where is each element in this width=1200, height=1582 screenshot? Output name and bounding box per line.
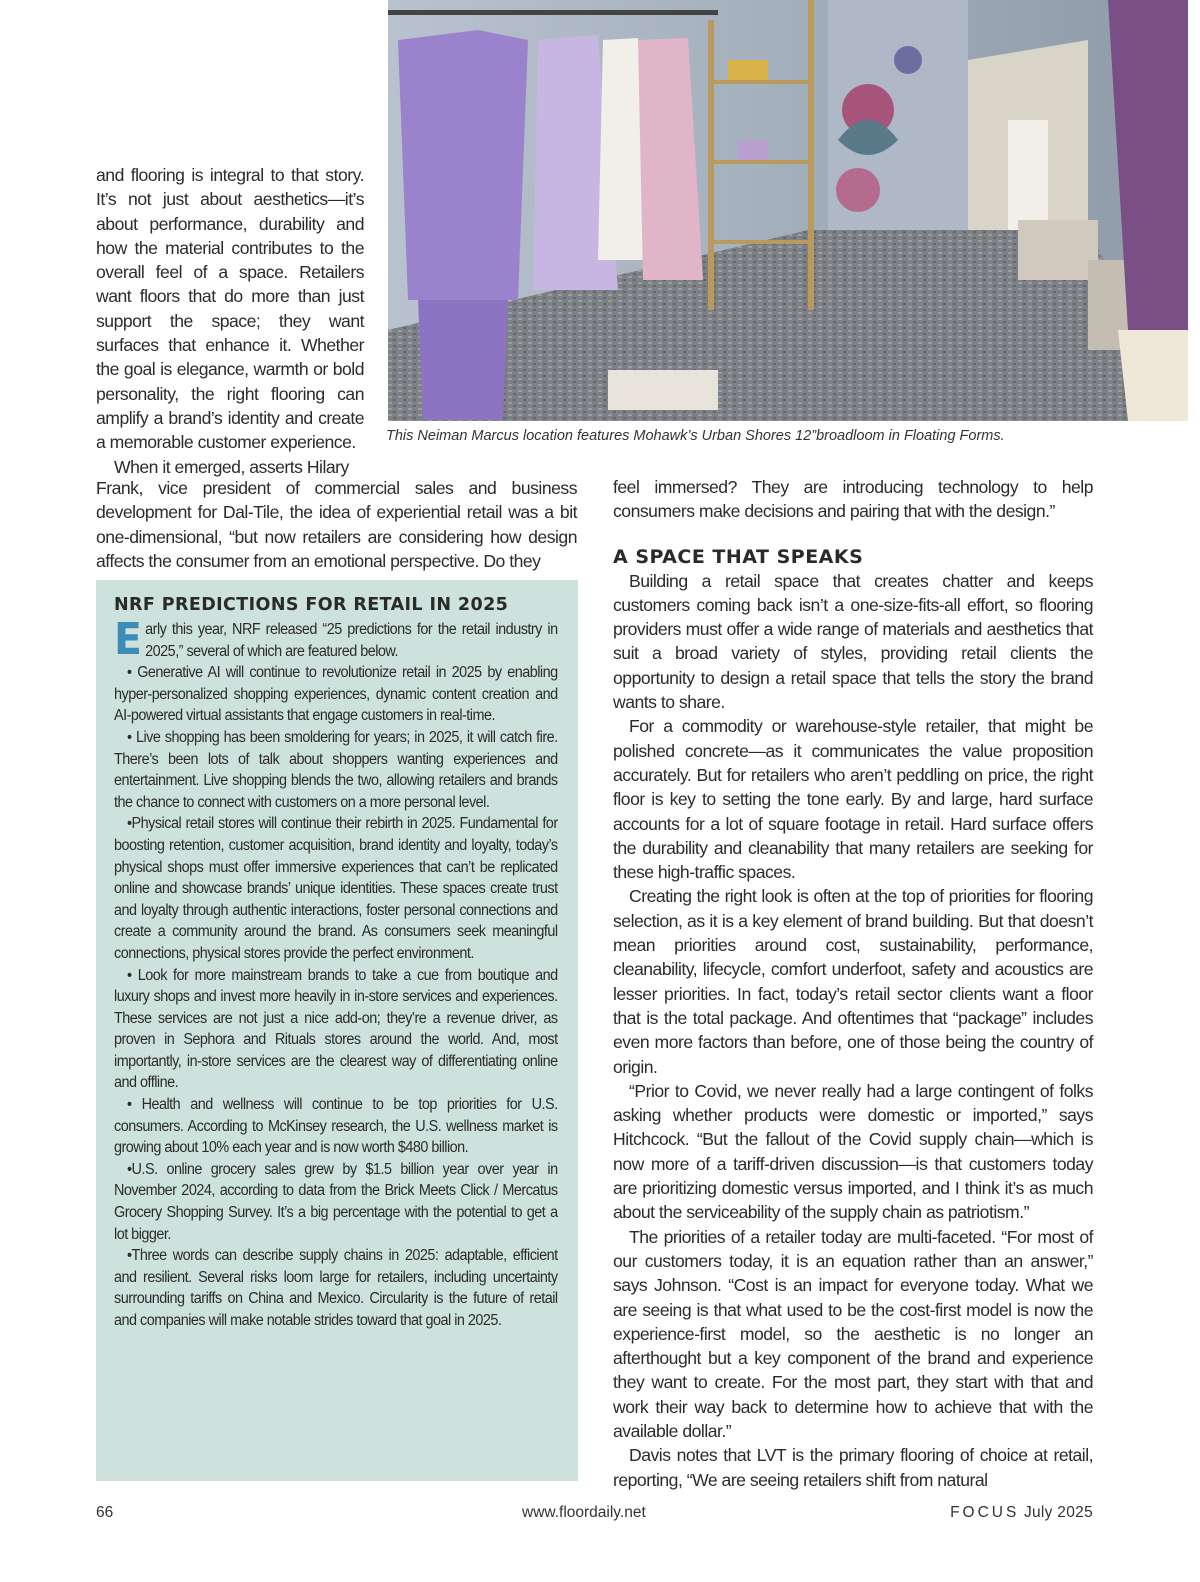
section-heading: A SPACE THAT SPEAKS bbox=[613, 545, 864, 568]
magazine-issue bbox=[950, 1504, 1093, 1522]
drop-cap: E bbox=[114, 614, 142, 665]
right-column bbox=[613, 475, 1093, 1492]
sidebar-bullet: •Physical retail stores will continue their rebirth in 2025. Fundamental for boosting retention, customer acquisition, brand identity and loyalty, today’s physical shops must offer immersive experiences that can’t be replicated online and showcase brands’ unique identities. These spaces create trust and loyalty through authentic interactions, foster personal connections and create a community around the brand. As consumers seek meaningful connections, physical stores provide the perfect environment. bbox=[114, 815, 558, 962]
page-number: 66 bbox=[96, 1504, 114, 1521]
sidebar-intro bbox=[114, 614, 558, 665]
store-interior-photo bbox=[388, 0, 1188, 421]
intro-paragraph: and flooring is integral to that story. It’s not just about aesthetics—it’s about performance, durability and how the material contributes to the overall feel of a space. Retailers want floors that do more than just support the space; they want surfaces that enhance it. Whether the goal is elegance, warmth or bold personality, the right flooring can amplify a brand’s identity and create a memorable customer experience. bbox=[96, 165, 364, 453]
sidebar-body bbox=[114, 614, 558, 1332]
photo-caption: This Neiman Marcus location features Mohawk’s Urban Shores 12”broadloom in Floating Forms. bbox=[386, 428, 1005, 444]
sidebar-bullet: •U.S. online grocery sales grew by $1.5 billion year over year in November 2024, according to data from the Brick Meets Click / Mercatus Grocery Shopping Survey. It’s a big percentage with the potential to get a lot bigger. bbox=[114, 1160, 558, 1243]
article-paragraph: The priorities of a retailer today are multi-faceted. “For most of our customers today, it is an equation rather than an answer,” says Johnson. “Cost is an impact for everyone today. What we are seeing is that what used to be the cost-first model is now the experience-first model, so the aesthetic is no longer an afterthought but a key component of the brand and experience they want to create. For the most part, they start with that and work their way back to determine how to achieve that with the available dollar.” bbox=[613, 1226, 1093, 1441]
sidebar-intro-text: arly this year, NRF released “25 predictions for the retail industry in 2025,” several of which are featured below. bbox=[145, 621, 558, 660]
article-paragraph: For a commodity or warehouse-style retailer, that might be polished concrete—as it communicates the value proposition accurately. But for retailers who aren’t peddling on price, the right floor is key to setting the tone early. By and large, hard surface accounts for a lot of square footage in retail. Hard surface offers the durability and cleanability that many retailers are seeking for these high-traffic spaces. bbox=[613, 716, 1093, 883]
sidebar-bullet: • Live shopping has been smoldering for years; in 2025, it will catch fire. There’s been lots of talk about shoppers wanting experiences and entertainment. Live shopping blends the two, allowing retailers and brands the chance to connect with customers on a more personal level. bbox=[114, 728, 558, 811]
continuation-paragraph: feel immersed? They are introducing technology to help consumers make decisions and pairing that with the design.” bbox=[613, 477, 1093, 522]
article-paragraph: Building a retail space that creates chatter and keeps customers coming back isn’t a one-size-fits-all effort, so flooring providers must offer a wide range of materials and aesthetics that suit a broad variety of styles, providing retail clients the opportunity to design a retail space that tells the story the brand wants to share. bbox=[613, 570, 1093, 713]
left-column-continuation bbox=[96, 476, 577, 573]
sidebar-bullet: • Health and wellness will continue to be top priorities for U.S. consumers. According to McKinsey research, the U.S. wellness market is growing about 10% each year and is now worth $480 billion. bbox=[114, 1096, 558, 1157]
issue-date: July 2025 bbox=[1023, 1504, 1093, 1521]
sidebar-bullet: • Generative AI will continue to revolutionize retail in 2025 by enabling hyper-personalized shopping experiences, dynamic content creation and AI-powered virtual assistants that engage customers in real-time. bbox=[114, 664, 558, 725]
store-photo-illustration bbox=[388, 0, 1188, 421]
magazine-name: FOCUS bbox=[950, 1504, 1020, 1521]
article-paragraph: Davis notes that LVT is the primary flooring of choice at retail, reporting, “We are seeing retailers shift from natural bbox=[613, 1445, 1093, 1490]
sidebar-title: NRF PREDICTIONS FOR RETAIL IN 2025 bbox=[114, 595, 509, 615]
sidebar-bullet: • Look for more mainstream brands to take a cue from boutique and luxury shops and invest more heavily in in-store services and experiences. These services are not just a nice add-on; they’re a revenue driver, as proven in Sephora and Rituals stores around the world. And, most importantly, in-store services are the clearest way of differentiating online and offline. bbox=[114, 966, 558, 1092]
article-paragraph: Creating the right look is often at the top of priorities for flooring selection, as it is a key element of brand building. But that doesn’t mean priorities around cost, sustainability, performance, cleanability, lifecycle, comfort underfoot, safety and acoustics are lesser priorities. In fact, today’s retail sector clients want a floor that is the total package. And oftentimes that “package” includes even more factors than before, one of those being the country of origin. bbox=[613, 886, 1093, 1077]
article-paragraph: “Prior to Covid, we never really had a large contingent of folks asking whether products were domestic or imported,” says Hitchcock. “But the fallout of the Covid supply chain—which is now more of a tariff-driven discussion—is that customers today are prioritizing domestic versus imported, and I think it’s as much about the serviceability of the supply chain as patriotism.” bbox=[613, 1080, 1093, 1223]
hilary-paragraph-rest: Frank, vice president of commercial sales and business development for Dal-Tile, the idea of experiential retail was a bit one-dimensional, “but now retailers are considering how design affects the consumer from an emotional perspective. Do they bbox=[96, 478, 577, 571]
left-column-top bbox=[96, 163, 364, 479]
website-url: www.floordaily.net bbox=[522, 1504, 646, 1521]
hilary-paragraph-start: When it emerged, asserts Hilary bbox=[114, 456, 349, 477]
sidebar-bullet: •Three words can describe supply chains in 2025: adaptable, efficient and resilient. Several risks loom large for retailers, including uncertainty surrounding tariffs on China and Mexico. Circularity is the future of retail and companies will make notable strides toward that goal in 2025. bbox=[114, 1247, 558, 1329]
nrf-predictions-sidebar bbox=[96, 580, 578, 1481]
